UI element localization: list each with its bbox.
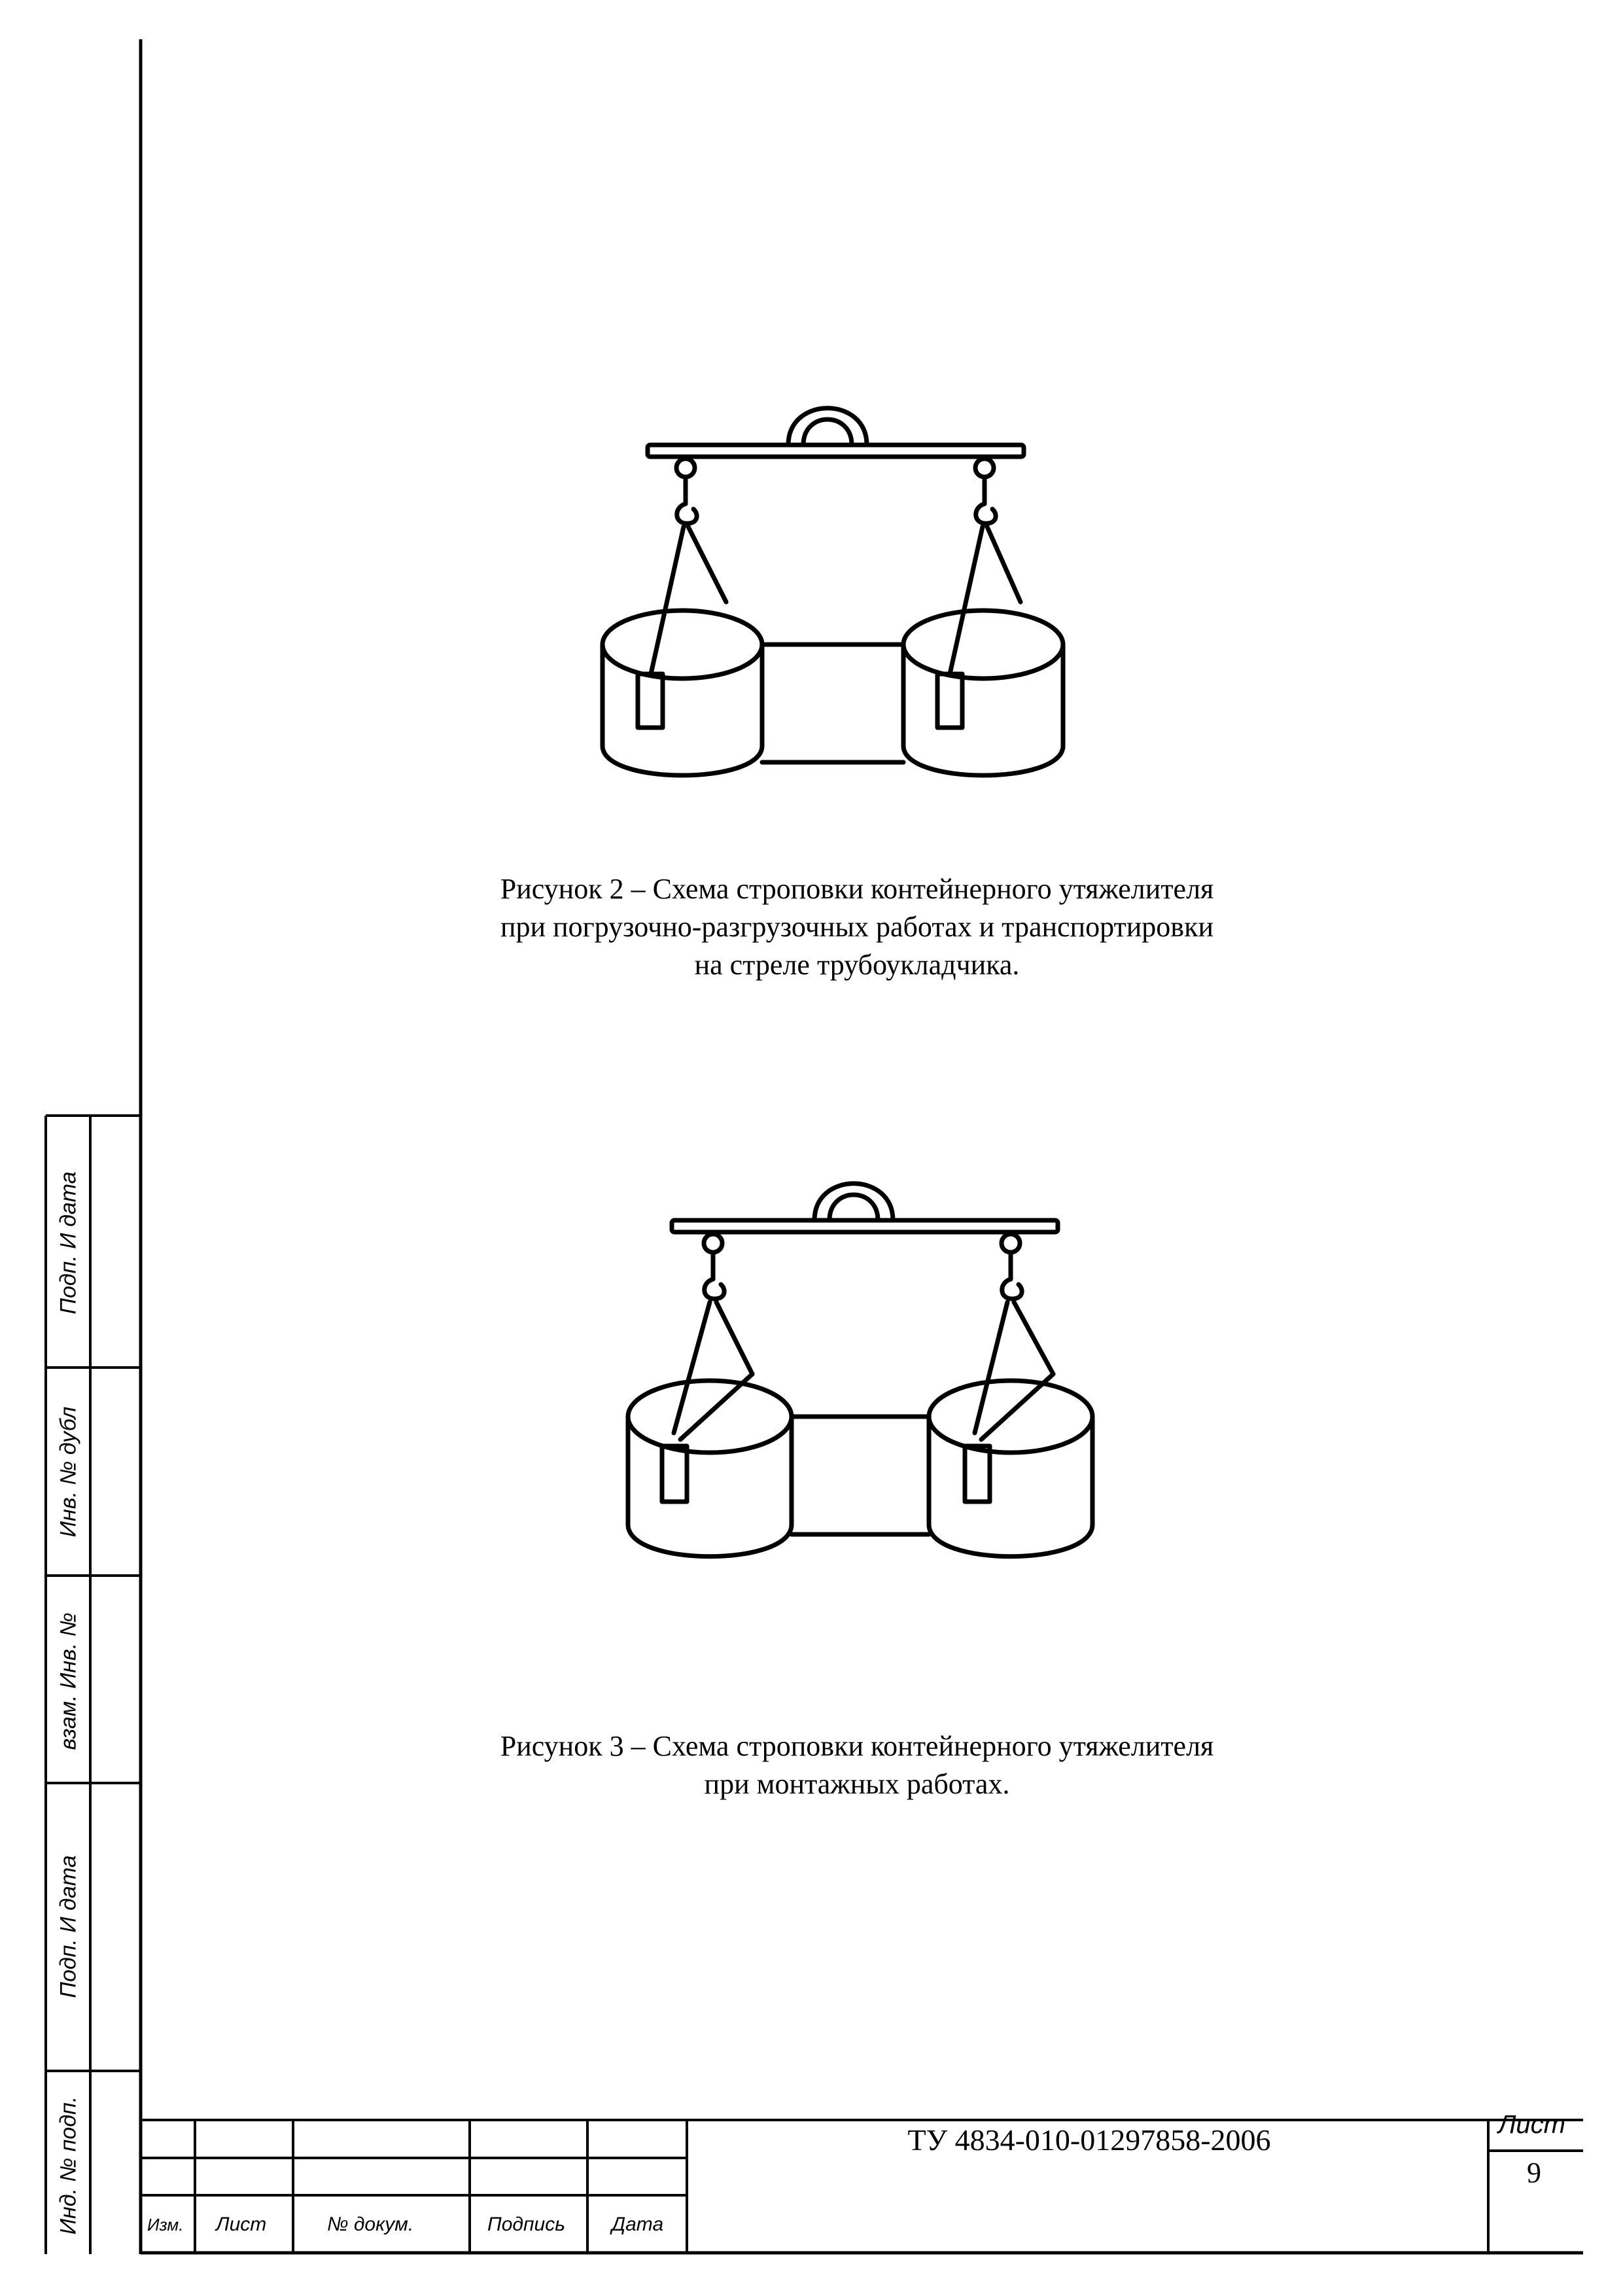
figure-3-drawing xyxy=(628,1184,1092,1557)
side-label-sign-date-2: Подп. И дата xyxy=(56,1855,81,1998)
caption-line: Рисунок 3 – Схема строповки контейнерного утяжелителя xyxy=(500,1730,1214,1762)
container-right xyxy=(903,610,1063,679)
tag-left xyxy=(638,674,663,728)
lifting-handle xyxy=(788,408,867,445)
spreader-beam xyxy=(648,445,1024,457)
figure-3-caption xyxy=(366,1727,1348,1803)
tag-right xyxy=(965,1446,990,1502)
tag-left xyxy=(662,1446,687,1502)
spreader-beam xyxy=(672,1220,1058,1232)
container-left xyxy=(628,1381,792,1453)
caption-line: Рисунок 2 – Схема строповки контейнерного утяжелителя xyxy=(500,873,1214,905)
hook-right xyxy=(976,478,996,523)
document-code: ТУ 4834-010-01297858-2006 xyxy=(907,2123,1271,2157)
side-label-dup-inv: Инв. № дубл xyxy=(56,1406,81,1538)
side-label-replace-inv: взам. Инв. № xyxy=(56,1612,81,1750)
tag-right xyxy=(937,674,962,728)
lifting-handle xyxy=(814,1184,893,1220)
sheet-number: 9 xyxy=(1527,2157,1541,2189)
caption-line: при монтажных работах. xyxy=(704,1768,1010,1800)
container-right xyxy=(929,1381,1092,1453)
figure-2-drawing xyxy=(602,408,1063,775)
caption-line: при погрузочно-разгрузочных работах и транспортировки xyxy=(500,911,1213,943)
hook-right xyxy=(1002,1253,1022,1299)
container-left xyxy=(602,610,762,679)
sheet-label: Лист xyxy=(1498,2110,1565,2139)
hook-left xyxy=(677,478,697,523)
col-label-signature: Подпись xyxy=(487,2214,565,2235)
side-label-sign-date: Подп. И дата xyxy=(56,1171,81,1315)
col-label-sheet: Лист xyxy=(216,2214,267,2235)
col-label-doc-num: № докум. xyxy=(327,2214,414,2235)
side-label-orig-inv: Инд. № подп. xyxy=(56,2096,81,2235)
figure-2-caption xyxy=(366,870,1348,984)
col-label-date: Дата xyxy=(612,2214,664,2235)
caption-line: на стреле трубоукладчика. xyxy=(694,949,1020,981)
hook-left xyxy=(705,1253,724,1299)
col-label-change: Изм. xyxy=(147,2215,184,2234)
